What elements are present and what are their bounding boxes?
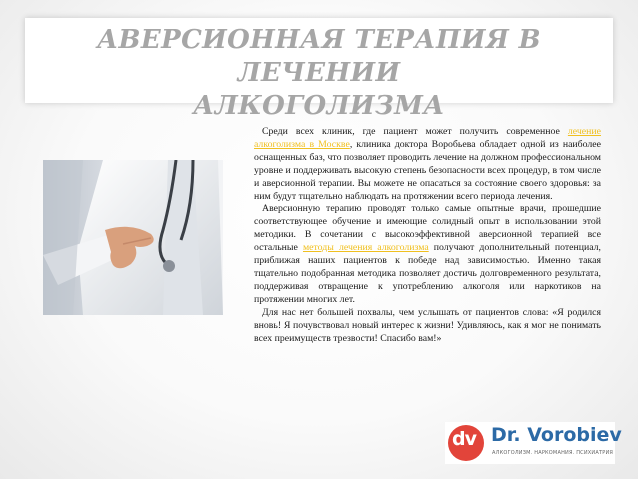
paragraph-2-text: Аверсионную терапию проводят только самые опытные врачи, прошедшие соответствующее обучение и имеющие солидный опыт в использовании этой методики. В сочетании с высокоэффективной аверсионной терапией все остальные <box>254 203 601 254</box>
paragraph-1-text-cont: , клиника доктора Воробьева обладает одной из наиболее оснащенных баз, что позволяет проводить лечение на должном профессиональном уровне и поддерживать высокую степень безопасности всех процедур, в том числе и аверсионной терапии. Вы можете не опасаться за состояние своего здоровья: за ним будут тщательно наблюдать на протяжении всего периода лечения. <box>254 138 601 202</box>
slide-title <box>25 24 613 123</box>
clinic-logo[interactable] <box>445 422 622 464</box>
logo-tagline: АЛКОГОЛИЗМ. НАРКОМАНИЯ. ПСИХИАТРИЯ <box>492 450 614 456</box>
body-text <box>254 126 601 345</box>
title-line-2: АЛКОГОЛИЗМА <box>193 91 445 121</box>
paragraph-2 <box>254 203 601 306</box>
paragraph-1-text: Среди всех клиник, где пациент может получить современное <box>262 126 568 137</box>
logo-glyph: dv <box>452 428 476 450</box>
paragraph-3 <box>254 307 601 346</box>
paragraph-1 <box>254 126 601 203</box>
paragraph-3-text: Для нас нет большей похвалы, чем услышать от пациентов слова: «Я родился вновь! Я почувствовал новый интерес к жизни! Удивляюсь, как я мог не понимать всех преимуществ трезвости! Спасибо вам!» <box>254 306 601 344</box>
link-treatment-methods[interactable]: методы лечения алкоголизма <box>302 242 429 254</box>
paragraph-2-text-cont: получают дополнительный потенциал, приближая наших пациентов к победе над зависимостью. Именно такая тщательно подобранная методика позволяет достичь долговременного результата, поддерживая отвращение к употреблению алкоголя или наркотиков на протяжении многих лет. <box>254 242 601 305</box>
link-alcoholism-treatment[interactable]: лечение алкоголизма в Москве <box>254 126 601 150</box>
doctor-illustration <box>43 160 223 315</box>
logo-name: Dr. Vorobiev <box>491 424 622 446</box>
title-line-1: АВЕРСИОННАЯ ТЕРАПИЯ В ЛЕЧЕНИИ <box>96 25 542 88</box>
title-box <box>25 18 613 121</box>
doctor-photo <box>43 160 223 315</box>
